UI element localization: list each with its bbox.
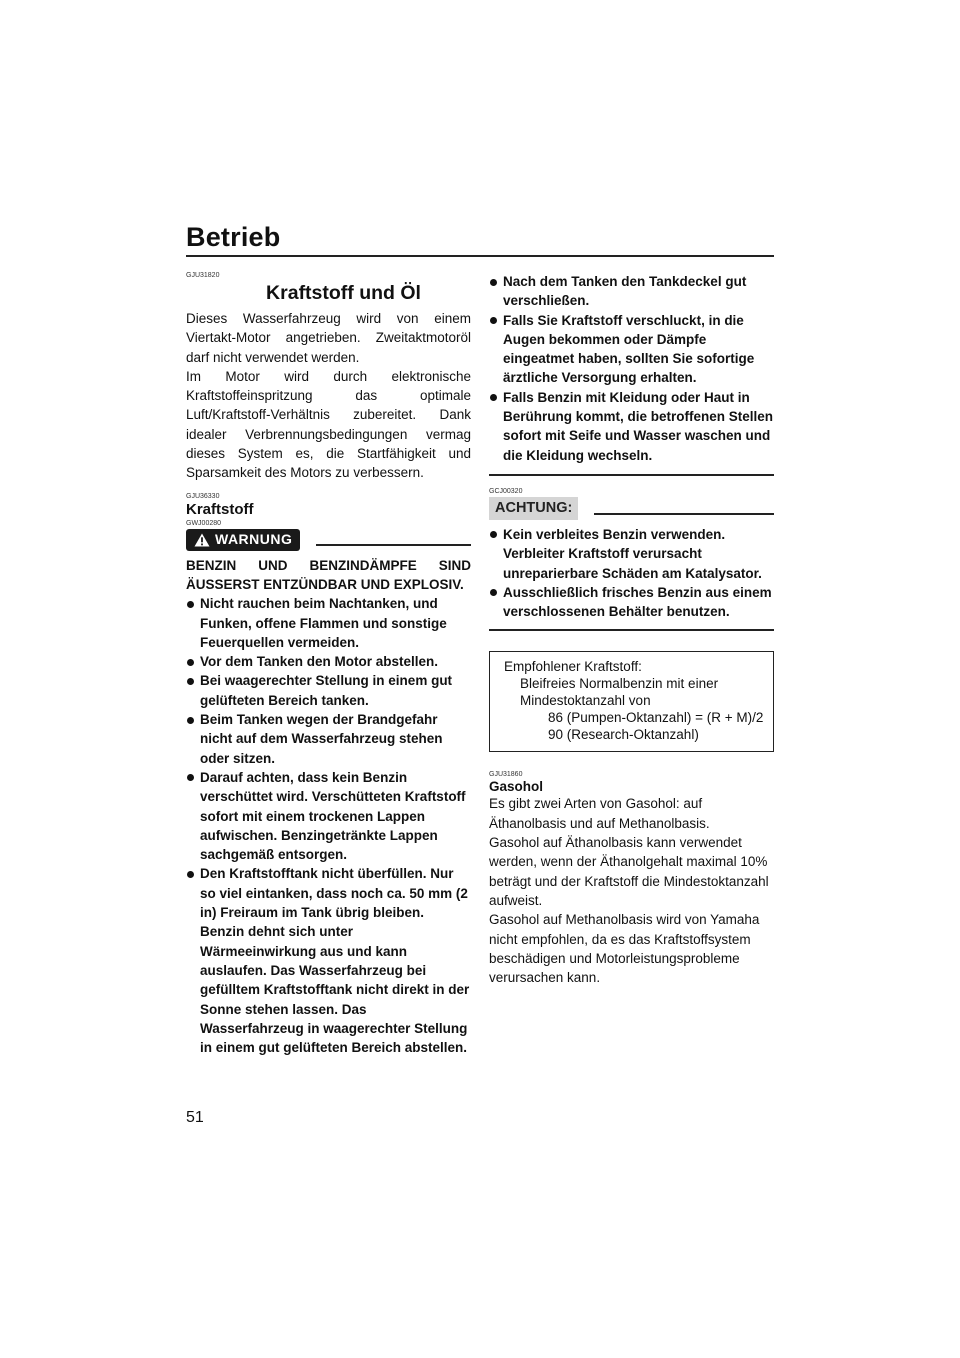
achtung-badge: ACHTUNG: [489, 497, 578, 520]
warning-triangle-icon [194, 533, 210, 547]
list-item: Falls Benzin mit Kleidung oder Haut in Berührung kommt, die betroffenen Stellen sofort mit Seife und Wasser waschen und die Kleidung wechseln. [489, 388, 774, 465]
list-item: Falls Sie Kraftstoff verschluckt, in die Augen bekommen oder Dämpfe eingeatmet haben, sollten Sie sofortige ärztliche Versorgung erhalten. [489, 311, 774, 388]
list-item: Den Kraftstofftank nicht überfüllen. Nur so viel eintanken, dass noch ca. 50 mm (2 in) Freiraum im Tank übrig bleiben. Benzin dehnt sich unter Wärmeeinwirkung aus und kann auslaufen. Das Wasserfahrzeug bei gefülltem Kraftstofftank nicht direkt in der Sonne stehen lassen. Das Wasserfahrzeug in waagerechter Stellung in einem gut gelüfteten Bereich abstellen. [186, 864, 471, 1057]
achtung-header [489, 497, 774, 520]
list-item: Darauf achten, dass kein Benzin verschüttet wird. Verschütteten Kraftstoff sofort mit einem trockenen Lappen aufwischen. Benzingetränkte Lappen sachgemäß entsorgen. [186, 768, 471, 864]
intro-paragraph-2: Im Motor wird durch elektronische Kraftstoffeinspritzung das optimale Luft/Kraftstoff-Verhältnis zubereitet. Dank idealer Verbrennungsbedingungen vermag dieses System es, die Startfähigkeit und Sparsamkeit des Motors zu verbessern. [186, 368, 471, 481]
achtung-rule [594, 513, 774, 515]
list-item: Nach dem Tanken den Tankdeckel gut verschließen. [489, 272, 774, 311]
fuel-recommendation-box [489, 651, 774, 752]
warning-rule [316, 544, 471, 546]
warning-badge [186, 529, 300, 551]
achtung-list [489, 525, 774, 621]
warning-caps-text: BENZIN UND BENZINDÄMPFE SIND ÄUSSERST ENTZÜNDBAR UND EXPLOSIV. [186, 557, 471, 592]
fuel-box-heading: Empfohlener Kraftstoff: [504, 659, 642, 675]
warning-list-continued [489, 272, 774, 465]
reference-code: GJU36330 [186, 492, 220, 500]
left-column [186, 272, 471, 1057]
fuel-box-line: Bleifreies Normalbenzin mit einer Mindestoktanzahl von [520, 676, 719, 709]
subsection-title: Kraftstoff [186, 500, 254, 518]
page-title: Betrieb [186, 222, 281, 252]
reference-code: GCJ00320 [489, 487, 523, 495]
page-number: 51 [186, 1109, 204, 1126]
intro-paragraph-1: Dieses Wasserfahrzeug wird von einem Viertakt-Motor angetrieben. Zweitaktmotoröl darf nicht verwendet werden. [186, 311, 471, 365]
title-divider [186, 255, 774, 257]
achtung-end-rule [489, 629, 774, 631]
subsection-title: Gasohol [489, 779, 544, 795]
warning-label: WARNUNG [215, 531, 293, 548]
list-item: Nicht rauchen beim Nachtanken, und Funken, offene Flammen und sonstige Feuerquellen vermeiden. [186, 594, 471, 652]
fuel-box-line: 90 (Research-Oktanzahl) [548, 727, 699, 743]
right-column [489, 272, 774, 987]
list-item: Bei waagerechter Stellung in einem gut gelüfteten Bereich tanken. [186, 671, 471, 710]
warning-header [186, 529, 471, 551]
warning-end-rule [489, 474, 774, 476]
section-title: Kraftstoff und Öl [266, 282, 421, 304]
list-item: Ausschließlich frisches Benzin aus einem verschlossenen Behälter benutzen. [489, 583, 774, 622]
warning-list [186, 594, 471, 1057]
gasohol-paragraph-1: Es gibt zwei Arten von Gasohol: auf Äthanolbasis und auf Methanolbasis. [489, 796, 710, 831]
fuel-box-line: 86 (Pumpen-Oktanzahl) = (R + M)/2 [548, 710, 764, 726]
list-item: Beim Tanken wegen der Brandgefahr nicht auf dem Wasserfahrzeug stehen oder sitzen. [186, 710, 471, 768]
list-item: Vor dem Tanken den Motor abstellen. [186, 652, 471, 671]
list-item: Kein verbleites Benzin verwenden. Verbleiter Kraftstoff verursacht unreparierbare Schäden am Katalysator. [489, 525, 774, 583]
reference-code: GJU31820 [186, 272, 220, 279]
gasohol-paragraph-2: Gasohol auf Äthanolbasis kann verwendet werden, wenn der Äthanolgehalt maximal 10% beträgt und der Kraftstoff die Mindestoktanzahl aufweist. [489, 835, 769, 908]
reference-code: GJU31860 [489, 771, 523, 779]
reference-code: GWJ00280 [186, 519, 222, 527]
gasohol-paragraph-3: Gasohol auf Methanolbasis wird von Yamaha nicht empfohlen, da es das Kraftstoffsystem beschädigen und Motorleistungsprobleme verursachen kann. [489, 912, 760, 986]
